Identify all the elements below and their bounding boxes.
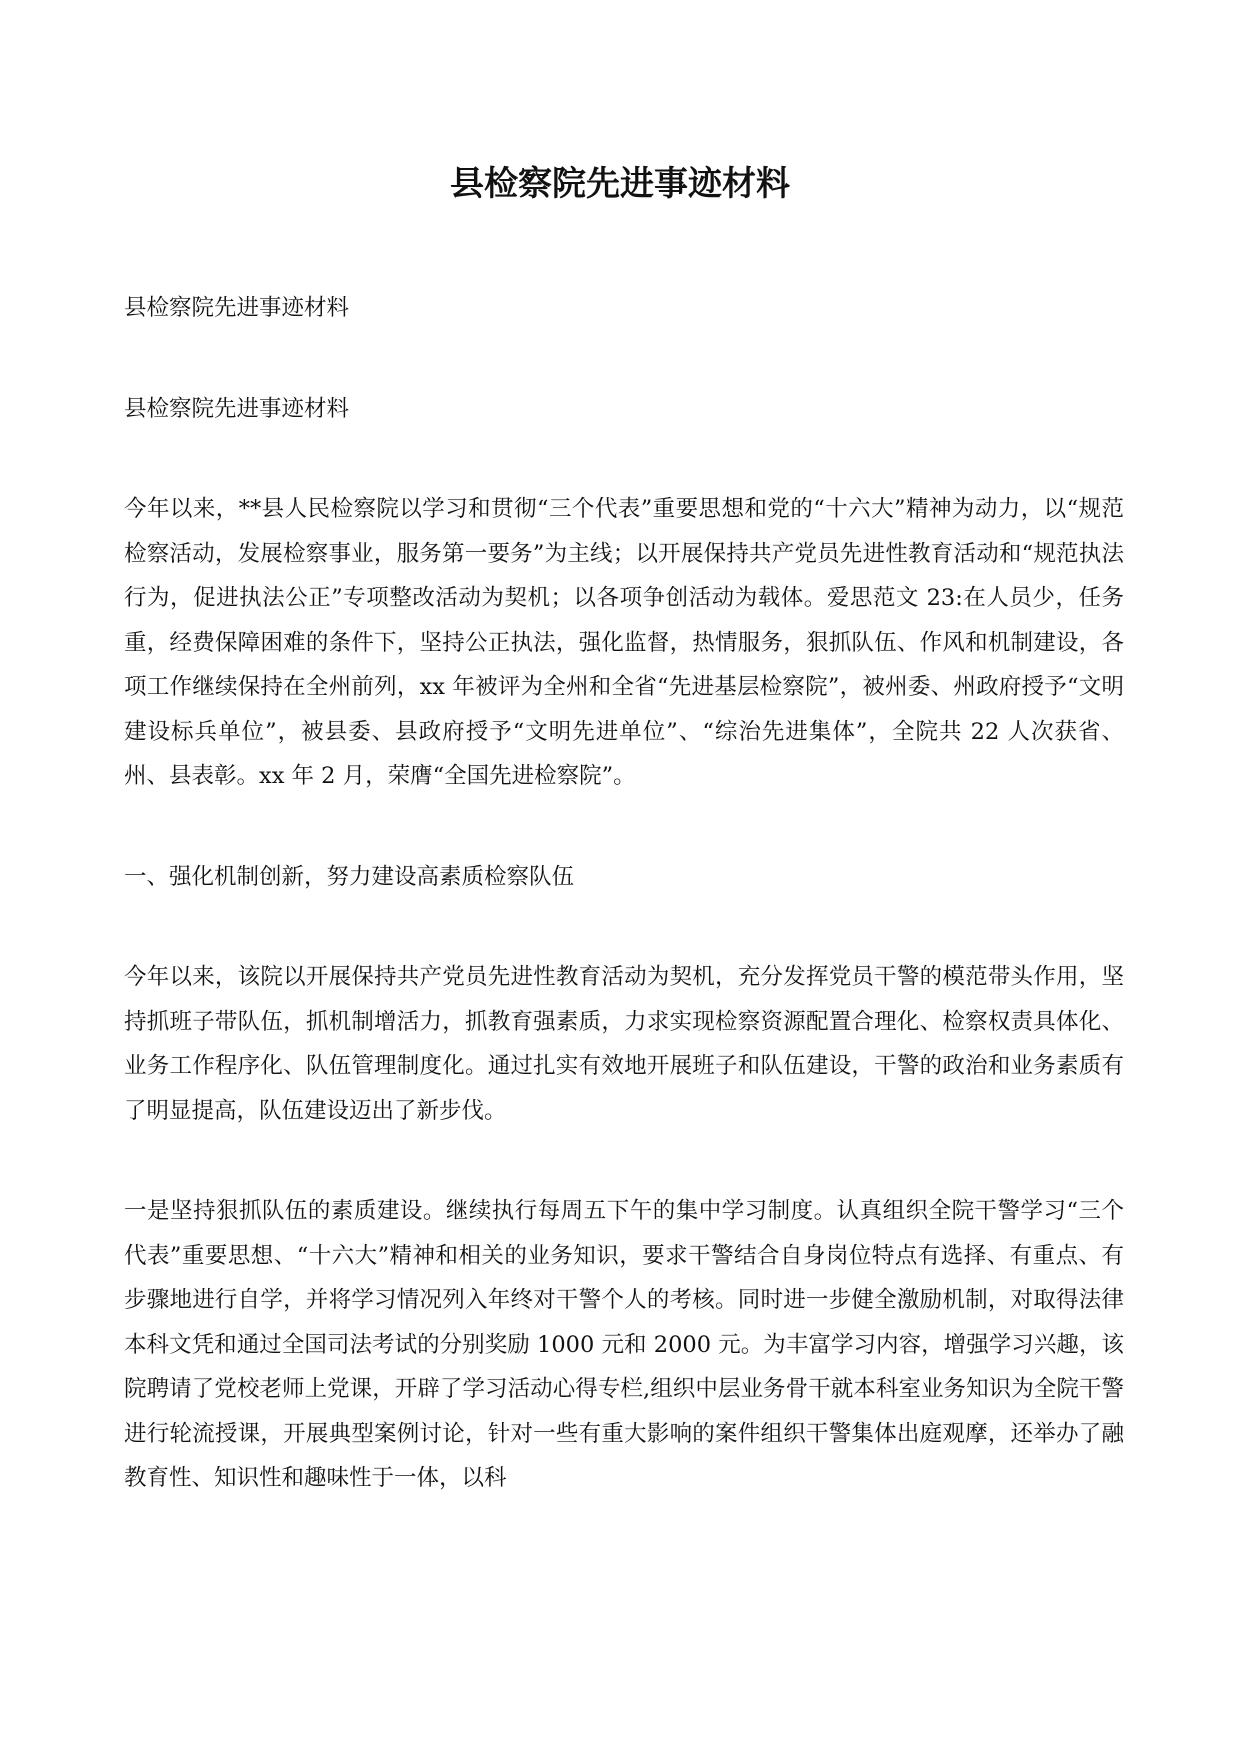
- document-title: 县检察院先进事迹材料: [450, 164, 790, 204]
- section-1-paragraph-2: 一是坚持狠抓队伍的素质建设。继续执行每周五下午的集中学习制度。认真组织全院干警学习“三个代表”重要思想、“十六大”精神和相关的业务知识，要求干警结合自身岗位特点有选择、有重点、有步骤地进行自学，并将学习情况列入年终对干警个人的考核。同时进一步健全激励机制，对取得法律本科文凭和通过全国司法考试的分别奖励 1000 元和 2000 元。为丰富学习内容，增强学习兴趣，该院聘请了党校老师上党课，开辟了学习活动心得专栏,组织中层业务骨干就本科室业务知识为全院干警进行轮流授课，开展典型案例讨论，针对一些有重大影响的案件组织干警集体出庭观摩，还举办了融教育性、知识性和趣味性于一体，以科: [124, 1198, 1124, 1491]
- subtitle-line-2: 县检察院先进事迹材料: [124, 395, 350, 422]
- document-body: [124, 286, 1124, 1557]
- section-1-paragraph-1: 今年以来，该院以开展保持共产党员先进性教育活动为契机，充分发挥党员干警的模范带头作用，坚持抓班子带队伍，抓机制增活力，抓教育强素质，力求实现检察资源配置合理化、检察权责具体化、业务工作程序化、队伍管理制度化。通过扎实有效地开展班子和队伍建设，干警的政治和业务素质有了明显提高，队伍建设迈出了新步伐。: [124, 964, 1124, 1124]
- section-heading-1: 一、强化机制创新，努力建设高素质检察队伍: [124, 863, 575, 890]
- subtitle-line-1: 县检察院先进事迹材料: [124, 295, 350, 321]
- intro-paragraph: 今年以来，**县人民检察院以学习和贯彻“三个代表”重要思想和党的“十六大”精神为动力，以“规范检察活动，发展检察事业，服务第一要务”为主线；以开展保持共产党员先进性教育活动和“规范执法行为，促进执法公正”专项整改活动为契机；以各项争创活动为载体。爱思范文 23:在人员少，任务重，经费保障困难的条件下，坚持公正执法，强化监督，热情服务，狠抓队伍、作风和机制建设，各项工作继续保持在全州前列，xx 年被评为全州和全省“先进基层检察院”，被州委、州政府授予“文明建设标兵单位”，被县委、县政府授予“文明先进单位”、“综治先进集体”，全院共 22 人次获省、州、县表彰。xx 年 2 月，荣膺“全国先进检察院”。: [124, 496, 1124, 789]
